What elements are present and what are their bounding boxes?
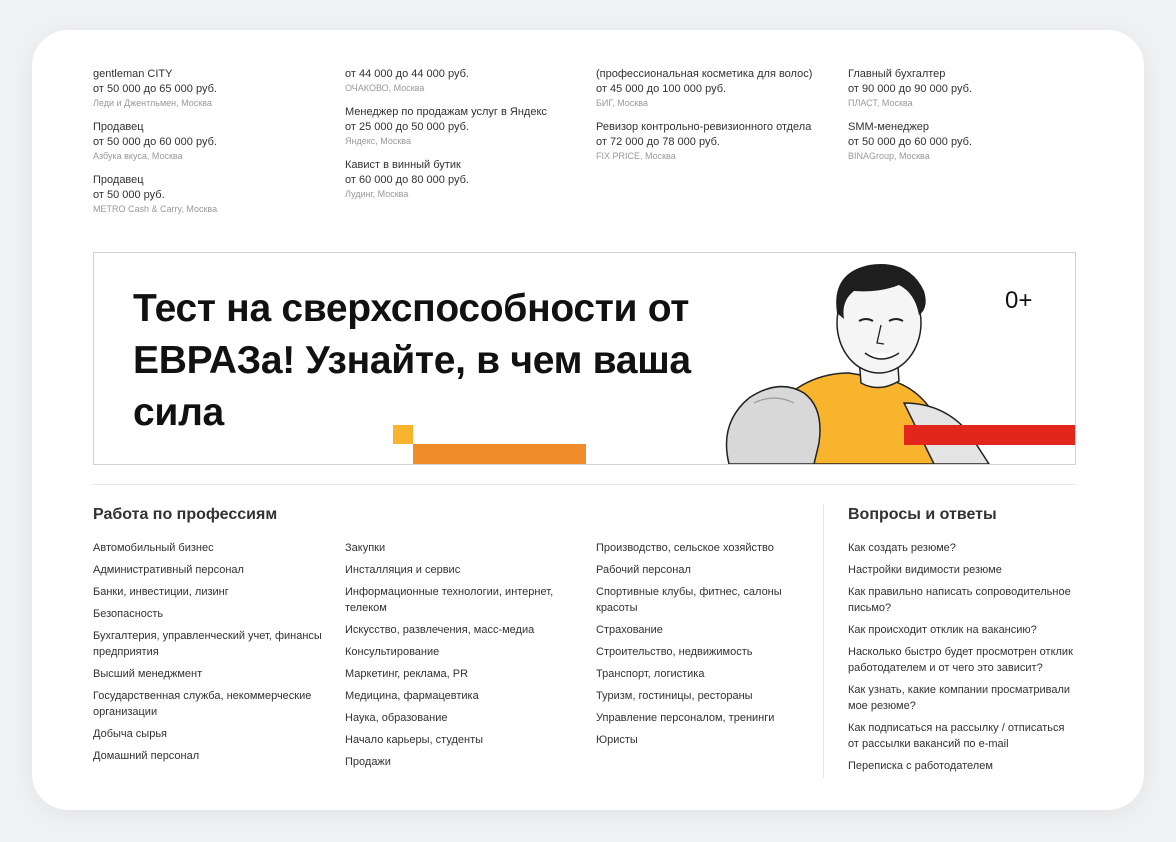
profession-link[interactable]: Юристы — [596, 734, 638, 746]
vacancy-company[interactable]: БИГ, Москва — [596, 98, 648, 108]
vacancy-item[interactable] — [93, 67, 333, 110]
faq-link[interactable]: Настройки видимости резюме — [848, 564, 1002, 576]
vacancy-company[interactable]: FIX PRICE, Москва — [596, 151, 676, 161]
banner-decor-red — [904, 425, 1076, 445]
vacancy-item[interactable] — [93, 173, 333, 216]
profession-link[interactable]: Закупки — [345, 542, 386, 554]
vacancy-company[interactable]: BINAGroup, Москва — [848, 151, 930, 161]
profession-link[interactable]: Туризм, гостиницы, рестораны — [596, 690, 753, 702]
vacancy-item[interactable] — [848, 120, 1088, 163]
profession-link[interactable]: Банки, инвестиции, лизинг — [93, 586, 229, 598]
vacancy-title[interactable]: Кавист в винный бутик — [345, 159, 461, 171]
vacancy-salary: от 50 000 до 60 000 руб. — [848, 136, 972, 148]
faq-link[interactable]: Как узнать, какие компании просматривали мое резюме? — [848, 684, 1071, 712]
profession-link[interactable]: Консультирование — [345, 646, 440, 658]
profession-link[interactable]: Автомобильный бизнес — [93, 542, 214, 554]
vacancy-salary: от 50 000 руб. — [93, 189, 165, 201]
profession-link[interactable]: Транспорт, логистика — [596, 668, 705, 680]
profession-link[interactable]: Инсталляция и сервис — [345, 564, 461, 576]
profession-link[interactable]: Медицина, фармацевтика — [345, 690, 479, 702]
vacancy-title[interactable]: Менеджер по продажам услуг в Яндекс — [345, 106, 547, 118]
profession-link[interactable]: Продажи — [345, 756, 391, 768]
vacancy-column-4 — [848, 67, 1088, 173]
page-card — [32, 30, 1144, 810]
section-divider — [93, 484, 1076, 485]
profession-link[interactable]: Домашний персонал — [93, 750, 200, 762]
faq-link[interactable]: Как происходит отклик на вакансию? — [848, 624, 1037, 636]
professions-column-2 — [345, 540, 575, 776]
banner-decor-orange — [413, 444, 586, 464]
profession-link[interactable]: Спортивные клубы, фитнес, салоны красоты — [596, 586, 782, 614]
age-rating: 0+ — [1005, 287, 1033, 314]
vacancy-title[interactable]: Главный бухгалтер — [848, 68, 946, 80]
vacancy-salary: от 45 000 до 100 000 руб. — [596, 83, 727, 95]
vacancy-list — [93, 67, 1083, 227]
profession-link[interactable]: Страхование — [596, 624, 663, 636]
vacancy-company[interactable]: ПЛАСТ, Москва — [848, 98, 913, 108]
vacancy-item[interactable] — [345, 158, 585, 201]
faq-link[interactable]: Насколько быстро будет просмотрен отклик работодателем и от чего это зависит? — [848, 646, 1073, 674]
vacancy-company[interactable]: ОЧАКОВО, Москва — [345, 83, 425, 93]
vacancy-column-1 — [93, 67, 333, 226]
vacancy-title[interactable]: Продавец — [93, 174, 144, 186]
vacancy-title[interactable]: SMM-менеджер — [848, 121, 929, 133]
vacancy-item[interactable] — [345, 105, 585, 148]
vacancy-company[interactable]: METRO Cash & Carry, Москва — [93, 204, 218, 214]
vacancy-column-2 — [345, 67, 585, 211]
profession-link[interactable]: Добыча сырья — [93, 728, 168, 740]
faq-title: Вопросы и ответы — [848, 506, 997, 523]
vacancy-company[interactable]: Леди и Джентльмен, Москва — [93, 98, 212, 108]
profession-link[interactable]: Начало карьеры, студенты — [345, 734, 484, 746]
vacancy-company[interactable]: Яндекс, Москва — [345, 136, 411, 146]
professions-column-3 — [596, 540, 826, 754]
vacancy-item[interactable] — [93, 120, 333, 163]
professions-column-1 — [93, 540, 323, 770]
banner-headline: Тест на сверхспособности от ЕВРАЗа! Узнайте, в чем ваша сила — [133, 287, 691, 434]
vacancy-title[interactable]: (профессиональная косметика для волос) — [596, 68, 813, 80]
vacancy-company[interactable]: Лудинг, Москва — [345, 189, 409, 199]
faq-link[interactable]: Как подписаться на рассылку / отписаться от рассылки вакансий по e-mail — [848, 722, 1065, 750]
profession-link[interactable]: Государственная служба, некоммерческие организации — [93, 690, 312, 718]
vacancy-column-3 — [596, 67, 836, 173]
banner-decor-yellow — [393, 425, 413, 444]
vacancy-company[interactable]: Азбука вкуса, Москва — [93, 151, 183, 161]
vacancy-salary: от 90 000 до 90 000 руб. — [848, 83, 972, 95]
profession-link[interactable]: Безопасность — [93, 608, 164, 620]
vacancy-salary: от 50 000 до 60 000 руб. — [93, 136, 217, 148]
profession-link[interactable]: Искусство, развлечения, масс-медиа — [345, 624, 535, 636]
vacancy-item[interactable] — [596, 120, 836, 163]
faq-link[interactable]: Как правильно написать сопроводительное письмо? — [848, 586, 1071, 614]
vacancy-salary: от 72 000 до 78 000 руб. — [596, 136, 720, 148]
vacancy-title[interactable]: gentleman CITY — [93, 68, 173, 80]
vacancy-item[interactable] — [848, 67, 1088, 110]
vacancy-salary: от 44 000 до 44 000 руб. — [345, 68, 469, 80]
profession-link[interactable]: Рабочий персонал — [596, 564, 691, 576]
vacancy-item[interactable] — [596, 67, 836, 110]
profession-link[interactable]: Управление персоналом, тренинги — [596, 712, 775, 724]
profession-link[interactable]: Информационные технологии, интернет, телеком — [345, 586, 554, 614]
profession-link[interactable]: Административный персонал — [93, 564, 244, 576]
faq-link[interactable]: Как создать резюме? — [848, 542, 956, 554]
evraz-ad-banner[interactable] — [93, 252, 1076, 465]
profession-link[interactable]: Бухгалтерия, управленческий учет, финансы предприятия — [93, 630, 322, 658]
profession-link[interactable]: Высший менеджмент — [93, 668, 203, 680]
vacancy-salary: от 50 000 до 65 000 руб. — [93, 83, 217, 95]
vacancy-item[interactable] — [345, 67, 585, 95]
profession-link[interactable]: Маркетинг, реклама, PR — [345, 668, 469, 680]
faq-link[interactable]: Переписка с работодателем — [848, 760, 993, 772]
profession-link[interactable]: Производство, сельское хозяйство — [596, 542, 774, 554]
vacancy-title[interactable]: Продавец — [93, 121, 144, 133]
profession-link[interactable]: Строительство, недвижимость — [596, 646, 753, 658]
vacancy-title[interactable]: Ревизор контрольно-ревизионного отдела — [596, 121, 812, 133]
professions-title: Работа по профессиям — [93, 506, 278, 523]
vacancy-salary: от 60 000 до 80 000 руб. — [345, 174, 469, 186]
profession-link[interactable]: Наука, образование — [345, 712, 448, 724]
vacancy-salary: от 25 000 до 50 000 руб. — [345, 121, 469, 133]
faq-list — [848, 540, 1078, 780]
